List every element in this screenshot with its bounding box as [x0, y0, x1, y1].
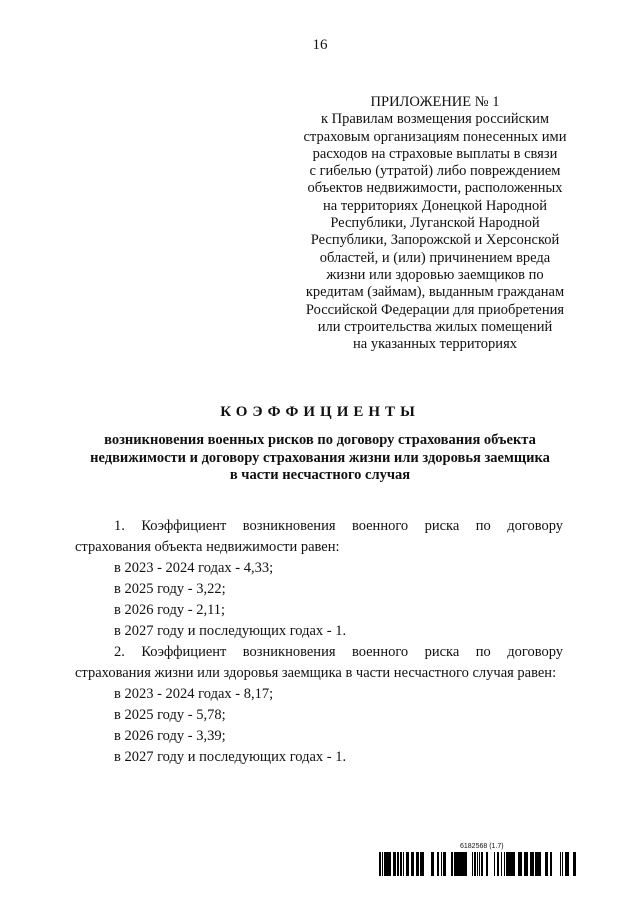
page-number: 16 [312, 37, 328, 53]
coefficient-item: в 2027 году и последующих годах - 1. [114, 749, 347, 765]
document-title: КОЭФФИЦИЕНТЫ [220, 404, 420, 420]
appendix-line: кредитам (займам), выданным гражданам [305, 284, 565, 301]
appendix-line: Российской Федерации для приобретения [305, 301, 565, 318]
appendix-line: областей, и (или) причинением вреда [319, 249, 551, 266]
appendix-line: Республики, Запорожской и Херсонской [310, 232, 560, 249]
coefficient-item: в 2027 году и последующих годах - 1. [114, 623, 347, 639]
appendix-header [270, 94, 600, 353]
appendix-line: расходов на страховые выплаты в связи [312, 145, 558, 162]
coefficient-item: в 2025 году - 3,22; [114, 581, 226, 597]
subtitle-line: в части несчастного случая [229, 467, 411, 483]
coefficient-item: в 2023 - 2024 годах - 8,17; [114, 686, 274, 702]
appendix-line: жизни или здоровью заемщиков по [326, 266, 544, 283]
appendix-line: с гибелью (утратой) либо повреждением [309, 163, 561, 180]
section-1-heading: 1. Коэффициент возникновения военного риска по договору [114, 518, 563, 534]
section-1-paragraph [75, 516, 563, 558]
barcode-label: 6182568 (1.7) [460, 843, 504, 850]
appendix-line: страховым организациям понесенных ими [303, 128, 567, 145]
subtitle-line: возникновения военных рисков по договору страхования объекта [104, 432, 536, 448]
appendix-line: объектов недвижимости, расположенных [307, 180, 563, 197]
appendix-line: на территориях Донецкой Народной [323, 197, 547, 214]
document-subtitle [60, 432, 580, 485]
appendix-line: к Правилам возмещения российским [320, 111, 550, 128]
coefficient-item: в 2026 году - 2,11; [114, 602, 226, 618]
section-1-continuation: страхования объекта недвижимости равен: [75, 539, 340, 555]
subtitle-line: недвижимости и договору страхования жизни или здоровья заемщика [90, 449, 550, 466]
coefficient-item: в 2026 году - 3,39; [114, 728, 226, 744]
appendix-line: на указанных территориях [353, 336, 517, 353]
document-body [75, 516, 563, 768]
section-2-heading: 2. Коэффициент возникновения военного риска по договору [114, 644, 563, 660]
section-2-continuation: страхования жизни или здоровья заемщика в части несчастного случая равен: [75, 665, 557, 681]
appendix-title: ПРИЛОЖЕНИЕ № 1 [370, 94, 500, 110]
barcode-icon [378, 852, 576, 876]
section-2-paragraph [75, 642, 563, 684]
coefficient-item: в 2023 - 2024 годах - 4,33; [114, 560, 274, 576]
appendix-line: Республики, Луганской Народной [330, 215, 540, 232]
appendix-line: или строительства жилых помещений [317, 318, 553, 335]
coefficient-item: в 2025 году - 5,78; [114, 707, 226, 723]
